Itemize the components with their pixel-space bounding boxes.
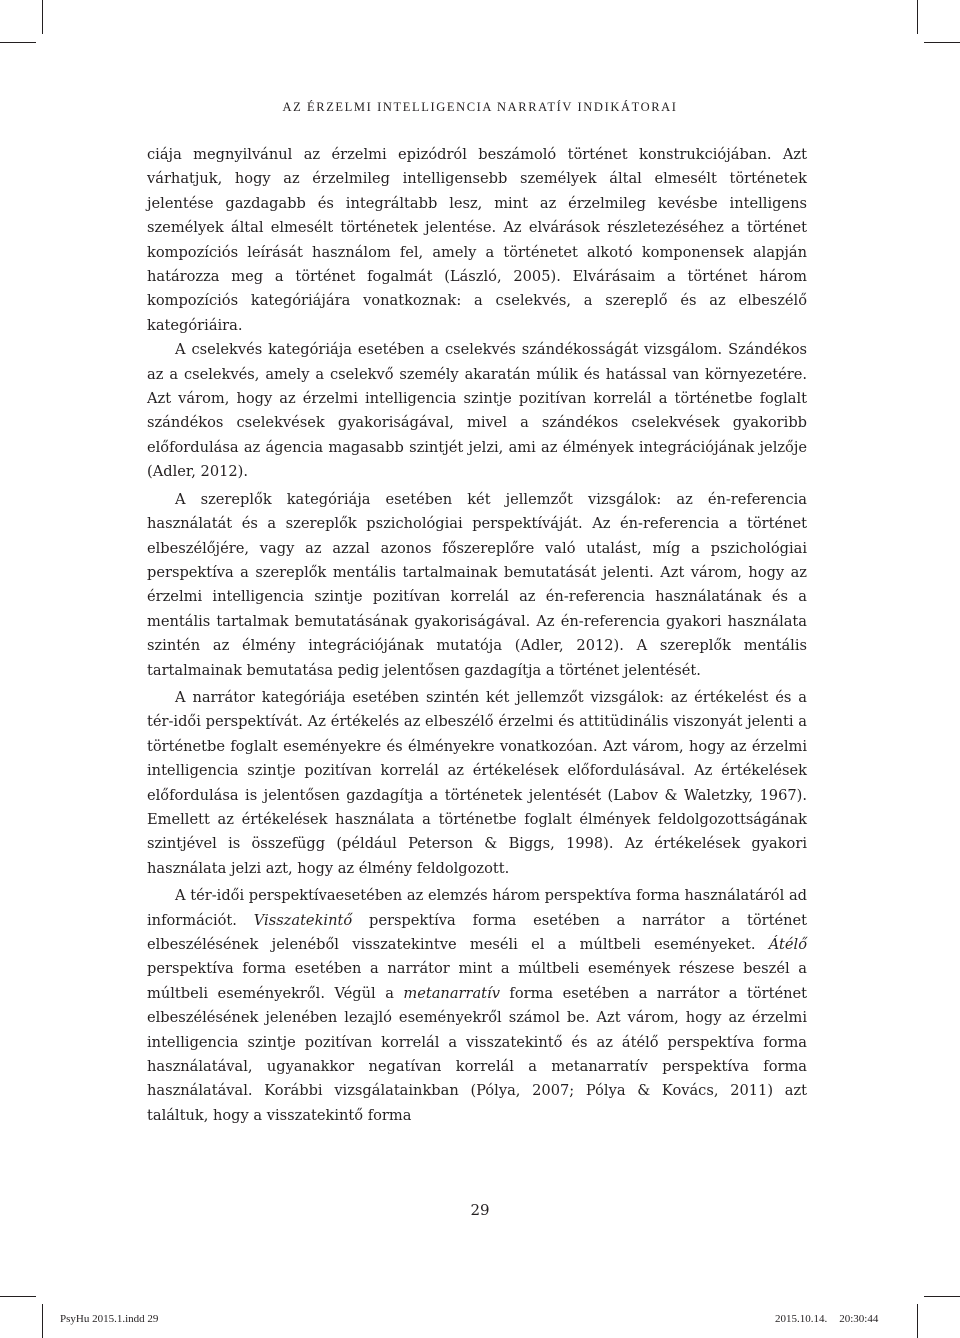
crop-mark-top-left-h <box>0 42 36 43</box>
crop-mark-bottom-left <box>42 1304 43 1338</box>
crop-mark-bottom-right-h <box>924 1296 960 1297</box>
body-text <box>147 143 807 1128</box>
paragraph-2: A cselekvés kategóriája esetében a cselekvés szándékosságát vizsgálom. Szándékos az a cselekvés, amely a cselekvő személy akaratán múlik és hatással van környezetére. Azt várom, hogy az érzelmi intelligencia szintje pozitívan korrelál a történetbe foglalt szándékos cselekvések gyakoriságával, mivel a szándékos cselekvések gyakoribb előfordulása az ágencia magasabb szintjét jelzi, ami az élmények integrációjának jelzője (Adler, 2012). <box>147 341 807 481</box>
paragraph-4: A narrátor kategóriája esetében szintén két jellemzőt vizsgálok: az értékelést és a tér-idői perspektívát. Az értékelés az elbeszélő érzelmi és attitüdinális viszonyát jelenti a történetbe foglalt eseményekre és élményekre vonatkozóan. Azt várom, hogy az érzelmi intelligencia szintje pozitívan korrelál az értékelések előfordulásával. Az értékelések előfordulása is jelentősen gazdagítja a történetek jelentését (Labov & Waletzky, 1967). Emellett az értékelések használata a történetbe foglalt élmények feldolgozottságának szintjével is összefügg (például Peterson & Biggs, 1998). Az értékelések gyakori használata jelzi azt, hogy az élmény feldolgozott. <box>147 688 807 877</box>
slug-timestamp <box>775 1313 878 1325</box>
crop-mark-top-left <box>42 0 43 34</box>
slug-time: 20:30:44 <box>839 1313 879 1325</box>
slug-date: 2015.10.14. <box>775 1313 828 1325</box>
crop-mark-top-right-h <box>924 42 960 43</box>
paragraph-5 <box>147 884 807 1128</box>
crop-mark-bottom-left-h <box>0 1296 36 1297</box>
term-visszatekinto: Visszatekintő <box>253 911 353 929</box>
paragraph-5-text-3: perspektíva forma esetében a narrátor mint a múltbeli események részese beszél a múltbeli eseményekről. Végül a <box>147 960 807 1002</box>
paragraph-3: A szereplők kategóriája esetében két jellemzőt vizsgálok: az én-referencia használatát és a szereplők pszichológiai perspektíváját. Az én-referencia a történet elbeszélőjére, vagy az azzal azonos főszereplőre való utalást, míg a pszichológiai perspektíva a szereplők mentális tartalmainak bemutatását jelenti. Azt várom, hogy az érzelmi intelligencia szintje pozitívan korrelál az én-referencia használatának és a mentális tartalmak bemutatásának gyakoriságával. Az én-referencia gyakori használata szintén az élmény integrációjának mutatója (Adler, 2012). A szereplők mentális tartalmainak bemutatása pedig jelentősen gazdagítja a történet jelentését. <box>147 490 807 679</box>
paragraph-5-text-2: perspektíva forma esetében a narrátor a történet elbeszélésének jelenéből visszatekintve meséli el a múltbeli eseményeket. <box>147 911 807 953</box>
page-number: 29 <box>470 1201 490 1219</box>
crop-mark-top-right <box>917 0 918 34</box>
paragraph-5-text-1: A tér-idői perspektívaesetében az elemzés három perspektíva forma használatáról ad információt. <box>147 887 807 929</box>
term-metanarrativ: metanarratív <box>403 984 500 1002</box>
running-head: AZ ÉRZELMI INTELLIGENCIA NARRATÍV INDIKÁTORAI <box>282 100 678 114</box>
paragraph-1: ciája megnyilvánul az érzelmi epizódról beszámoló történet konstrukciójában. Azt várhatjuk, hogy az érzelmileg intelligensebb személyek által elmesélt történetek jelentése gazdagabb és integráltabb lesz, mint az érzelmileg kevésbe intelligens személyek által elmesélt történetek jelentése. Az elvárások részletezéséhez a történet kompozíciós leírását használom fel, amely a történetet alkotó komponensek alapján határozza meg a történet fogalmát (László, 2005). Elvárásaim a történet három kompozíciós kategóriájára vonatkoznak: a cselekvés, a szereplő és az elbeszélő kategóriáira. <box>147 146 807 334</box>
crop-mark-bottom-right <box>917 1304 918 1338</box>
term-atelo: Átélő <box>768 936 807 953</box>
slug-file: PsyHu 2015.1.indd 29 <box>60 1313 159 1325</box>
paragraph-5-text-4: forma esetében a narrátor a történet elbeszélésének jelenében lezajló eseményekről számol be. Azt várom, hogy az érzelmi intelligencia szintje pozitívan korrelál a visszatekintő és az átélő perspektíva forma használatával, ugyanakkor negatívan korrelál a metanarratív perspektíva forma használatával. Korábbi vizsgálatainkban (Pólya, 2007; Pólya & Kovács, 2011) azt találtuk, hogy a visszatekintő forma <box>147 984 807 1124</box>
